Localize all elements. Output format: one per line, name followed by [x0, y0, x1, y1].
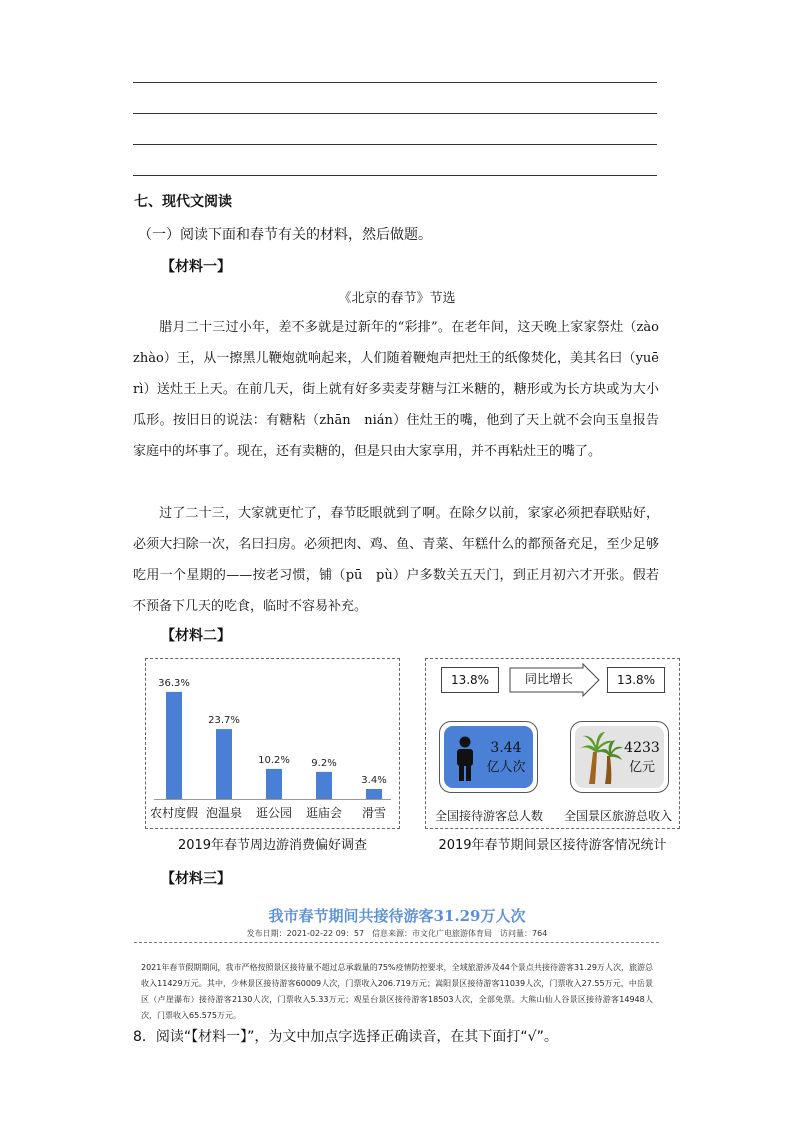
news-meta: 发布日期：2021-02-22 09：57 信息来源：市文化广电旅游体育局 访问量：764 [246, 929, 548, 938]
bar-chart [146, 659, 399, 828]
growth-label: 同比增长 [524, 672, 573, 686]
bar [216, 729, 232, 799]
bar [266, 769, 282, 799]
bar-chart-box [145, 658, 400, 829]
category-label: 滑雪 [361, 806, 387, 820]
category-label: 逛庙会 [305, 806, 343, 820]
news-body: 2021年春节假期期间，我市严格按照景区接待量不超过总承载量的75%疫情防控要求，全域旅游涉及44个景点共接待游客31.29万人次，旅游总收入11429万元。其中，少林景区接待游客60009人次，门票收入206.719万元；嵩阳景区接待游客11039人次，门票收入27.55万元，中岳景区（卢崖瀑布）接待游客2130人次，门票收入5.33万元；观星台景区接待游客18503人次，全部免票。大熊山仙人谷景区接待游客14948人次，门票收入65.575万元。 [141, 963, 653, 1020]
material3-label: 【材料三】 [161, 871, 231, 887]
person-icon [454, 736, 476, 782]
category-label: 农村度假 [149, 806, 199, 820]
right-chart-caption: 2019年春节期间景区接待游客情况统计 [438, 838, 667, 853]
news-title: 我市春节期间共接待游客31.29万人次 [268, 907, 526, 925]
answer-line [133, 82, 657, 83]
passage-paragraph [133, 312, 673, 467]
growth-left-value: 13.8% [441, 667, 499, 693]
material2-label: 【材料二】 [161, 628, 231, 644]
growth-right-value: 13.8% [607, 667, 665, 693]
category-label: 逛公园 [255, 806, 293, 820]
income-card [570, 721, 669, 793]
paragraph-text: 过了二十三，大家就更忙了，春节眨眼就到了啊。在除夕以前，家家必须把春联贴好，必须大扫除一次，名曰扫房。必须把肉、鸡、鱼、青菜、年糕什么的都预备充足，至少足够吃用一个星期的——按老习惯，铺（pū pù）户多数关五天门，到正月初六才开张。假若不预备下几天的吃食，临时不容易补充。 [133, 506, 659, 614]
passage-title: 《北京的春节》节选 [338, 291, 456, 306]
question-8: 8．阅读“【材料一】”，为文中加点字选择正确读音，在其下面打“√”。 [133, 1029, 558, 1045]
passage-paragraph [133, 498, 659, 622]
income-label: 全国景区旅游总收入 [563, 809, 672, 823]
news-divider [134, 942, 659, 943]
left-chart-caption: 2019年春节周边游消费偏好调查 [177, 838, 368, 853]
paragraph-text: 腊月二十三过小年，差不多就是过新年的“彩排”。在老年间，这天晚上家家祭灶（zào zhào）王，从一擦黑儿鞭炮就响起来，人们随着鞭炮声把灶王的纸像焚化，美其名曰（yuē rì）送灶王上天。在前几天，街上就有好多卖麦芽糖与江米糖的，糖形或为长方块或为大小瓜形。按旧日的说法：有糖粘（zhān nián）住灶王的嘴，他到了天上就不会向玉皇报告家庭中的坏事了。现在，还有卖糖的，但是只由大家享用，并不再粘灶王的嘴了。 [133, 320, 673, 459]
bar [166, 692, 182, 799]
answer-line [133, 144, 657, 145]
visitors-label: 全国接待游客总人数 [434, 809, 543, 823]
bar-value-label: 3.4% [361, 774, 387, 786]
infographic-box [425, 658, 680, 829]
bar-value-label: 36.3% [158, 677, 190, 689]
section-intro: （一）阅读下面和春节有关的材料，然后做题。 [138, 227, 432, 243]
material1-label: 【材料一】 [161, 259, 231, 275]
section-title: 七、现代文阅读 [134, 194, 232, 210]
category-label: 泡温泉 [205, 806, 243, 820]
bar-value-label: 10.2% [258, 754, 290, 766]
bar [316, 772, 332, 799]
visitors-unit: 亿人次 [486, 760, 526, 775]
income-value: 4233 [624, 740, 660, 756]
answer-line [133, 113, 657, 114]
bar-value-label: 9.2% [311, 757, 337, 769]
visitors-value: 3.44 [490, 740, 522, 756]
answer-line [133, 175, 657, 176]
bar-value-label: 23.7% [208, 715, 240, 727]
income-unit: 亿元 [628, 760, 655, 775]
visitors-card [439, 721, 538, 793]
bar [366, 789, 382, 799]
